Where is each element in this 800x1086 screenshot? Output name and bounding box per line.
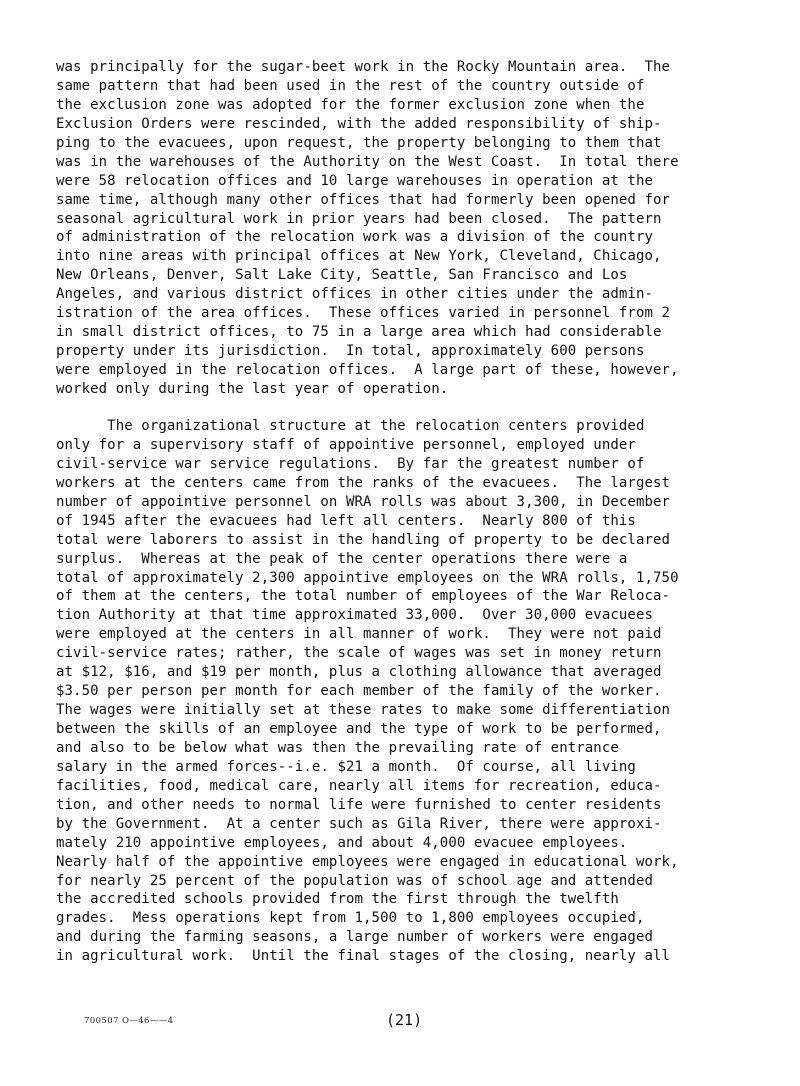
text-line: ping to the evacuees, upon request, the property belonging to them that (56, 134, 662, 151)
text-line: tion, and other needs to normal life were furnished to center residents (56, 796, 662, 813)
text-line: number of appointive personnel on WRA rolls was about 3,300, in December (56, 493, 671, 510)
text-line: and during the farming seasons, a large number of workers were engaged (56, 929, 654, 946)
text-line: in small district offices, to 75 in a large area which had considerable (56, 324, 662, 341)
text-line: surplus. Whereas at the peak of the center operations there were a (56, 550, 628, 567)
text-line: in agricultural work. Until the final stages of the closing, nearly all (56, 948, 671, 965)
text-line: Nearly half of the appointive employees were engaged in educational work, (56, 853, 679, 870)
text-line: were employed in the relocation offices. A large part of these, however, (56, 362, 679, 378)
text-line: total of approximately 2,300 appointive employees on the WRA rolls, 1,750 (56, 569, 679, 586)
text-line: $3.50 per person per month for each member of the family of the worker. (56, 683, 662, 700)
page-number: (21) (386, 1011, 423, 1029)
text-line: Angeles, and various district offices in other cities under the admin- (56, 286, 654, 303)
text-line: tion Authority at that time approximated 33,000. Over 30,000 evacuees (56, 607, 654, 624)
text-line: worked only during the last year of operation. (56, 380, 449, 397)
text-line: by the Government. At a center such as Gila River, there were approxi- (56, 815, 662, 832)
body-paragraph-1 (56, 58, 679, 399)
text-line: civil-service war service regulations. By far the greatest number of (56, 455, 645, 472)
text-line: total were laborers to assist in the handling of property to be declared (56, 531, 671, 548)
text-line: between the skills of an employee and the type of work to be performed, (56, 721, 662, 737)
text-line: for nearly 25 percent of the population was of school age and attended (56, 872, 654, 889)
text-line: The organizational structure at the relocation centers provided (56, 418, 645, 434)
text-line: property under its jurisdiction. In total, approximately 600 persons (56, 343, 645, 360)
printer-code: 700507 O—46——4 (84, 1016, 174, 1026)
text-line: the accredited schools provided from the first through the twelfth (56, 891, 619, 908)
text-line: at $12, $16, and $19 per month, plus a clothing allowance that averaged (56, 664, 662, 681)
text-line: of 1945 after the evacuees had left all centers. Nearly 800 of this (56, 512, 636, 529)
text-line: salary in the armed forces--i.e. $21 a month. Of course, all living (56, 758, 636, 775)
text-line: New Orleans, Denver, Salt Lake City, Seattle, San Francisco and Los (56, 267, 628, 284)
text-line: and also to be below what was then the prevailing rate of entrance (56, 739, 619, 756)
text-line: mately 210 appointive employees, and about 4,000 evacuee employees. (56, 834, 628, 851)
text-line: grades. Mess operations kept from 1,500 to 1,800 employees occupied, (56, 910, 645, 927)
text-line: into nine areas with principal offices at New York, Cleveland, Chicago, (56, 248, 662, 265)
text-line: were 58 relocation offices and 10 large warehouses in operation at the (56, 172, 654, 189)
text-line: of them at the centers, the total number of employees of the War Reloca- (56, 588, 671, 605)
text-line: were employed at the centers in all manner of work. They were not paid (56, 626, 662, 643)
text-line: was in the warehouses of the Authority on the West Coast. In total there (56, 153, 679, 170)
text-line: the exclusion zone was adopted for the former exclusion zone when the (56, 96, 645, 113)
body-paragraph-2 (56, 417, 679, 966)
text-line: istration of the area offices. These offices varied in personnel from 2 (56, 305, 671, 322)
text-line: of administration of the relocation work was a division of the country (56, 229, 654, 246)
text-line: workers at the centers came from the ranks of the evacuees. The largest (56, 474, 671, 491)
text-line: civil-service rates; rather, the scale of wages was set in money return (56, 645, 662, 662)
text-line: facilities, food, medical care, nearly all items for recreation, educa- (56, 777, 662, 794)
text-line: Exclusion Orders were rescinded, with the added responsibility of ship- (56, 115, 662, 132)
text-line: same time, although many other offices that had formerly been opened for (56, 191, 671, 208)
text-line: seasonal agricultural work in prior years had been closed. The pattern (56, 210, 662, 227)
text-line: The wages were initially set at these rates to make some differentiation (56, 702, 671, 719)
text-line: same pattern that had been used in the rest of the country outside of (56, 77, 645, 94)
text-line: only for a supervisory staff of appointive personnel, employed under (56, 436, 636, 453)
text-line: was principally for the sugar-beet work in the Rocky Mountain area. The (56, 59, 671, 75)
